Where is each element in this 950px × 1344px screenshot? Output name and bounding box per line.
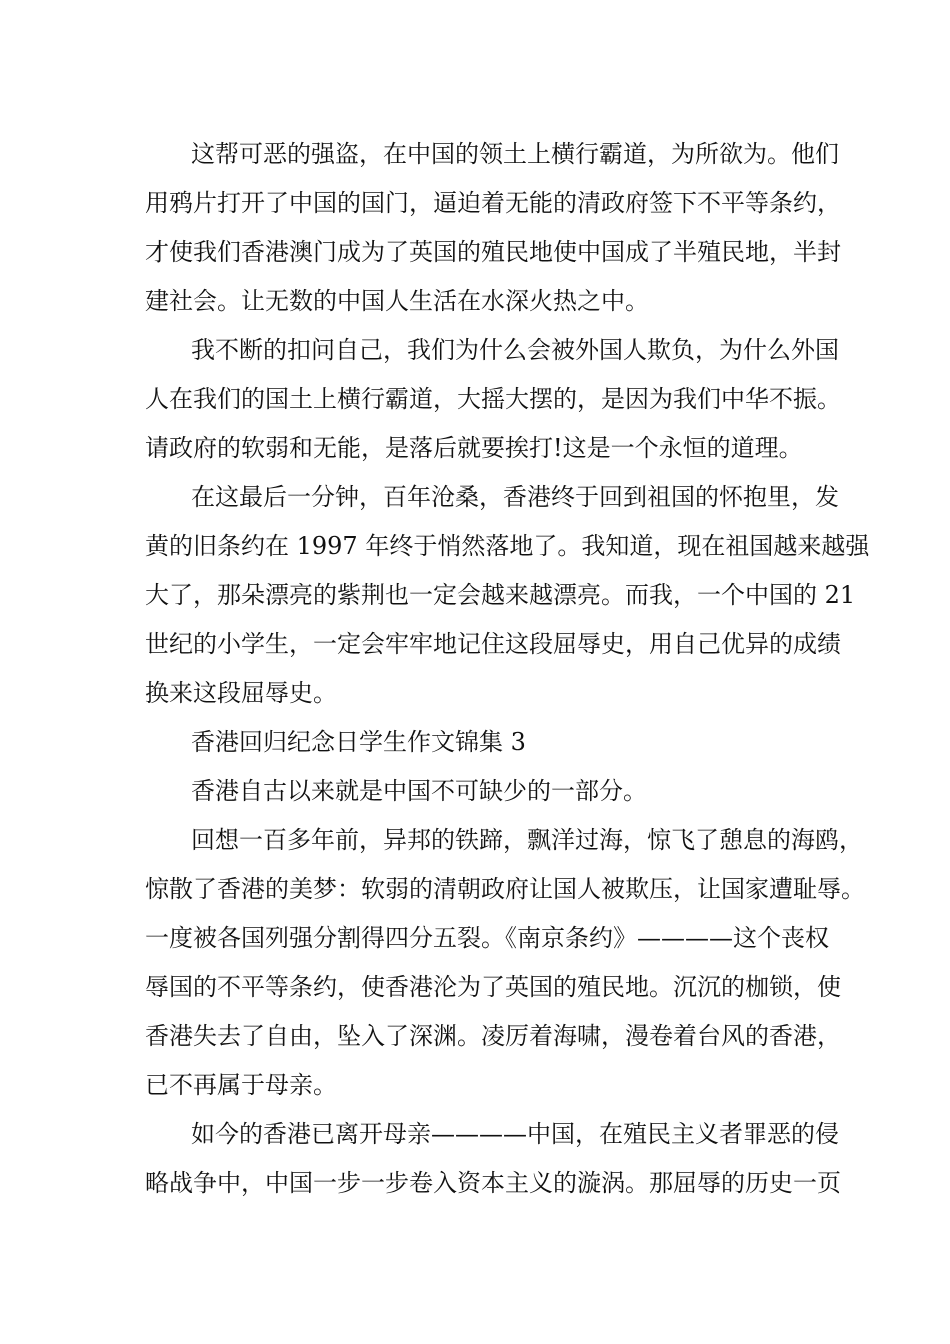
paragraph-line: 回想一百多年前，异邦的铁蹄，飘洋过海，惊飞了憩息的海鸥， [191,826,863,854]
paragraph-line: 已不再属于母亲。 [145,1071,337,1099]
paragraph-line: 人在我们的国土上横行霸道，大摇大摆的，是因为我们中华不振。 [145,385,841,413]
paragraph-line: 我不断的扣问自己，我们为什么会被外国人欺负，为什么外国 [191,336,839,364]
paragraph-line: 在这最后一分钟，百年沧桑，香港终于回到祖国的怀抱里，发 [191,483,839,511]
paragraph-line: 略战争中，中国一步一步卷入资本主义的漩涡。那屈辱的历史一页 [145,1169,841,1197]
paragraph-line: 这帮可恶的强盗，在中国的领土上横行霸道，为所欲为。他们 [191,140,839,168]
paragraph-line: 用鸦片打开了中国的国门，逼迫着无能的清政府签下不平等条约， [145,189,841,217]
paragraph-line: 建社会。让无数的中国人生活在水深火热之中。 [145,287,649,315]
paragraph-line: 香港自古以来就是中国不可缺少的一部分。 [191,777,647,805]
paragraph-line: 世纪的小学生，一定会牢牢地记住这段屈辱史，用自己优异的成绩 [145,630,841,658]
paragraph-line: 辱国的不平等条约，使香港沦为了英国的殖民地。沉沉的枷锁，使 [145,973,841,1001]
paragraph-line: 香港失去了自由，坠入了深渊。凌厉着海啸，漫卷着台风的香港， [145,1022,841,1050]
section-heading: 香港回归纪念日学生作文锦集 3 [191,728,526,756]
paragraph-line: 如今的香港已离开母亲————中国，在殖民主义者罪恶的侵 [191,1120,839,1148]
paragraph-line: 黄的旧条约在 1997 年终于悄然落地了。我知道，现在祖国越来越强 [145,532,870,560]
article-body [145,130,870,1208]
paragraph-line: 请政府的软弱和无能，是落后就要挨打!这是一个永恒的道理。 [145,434,803,462]
paragraph-line: 惊散了香港的美梦：软弱的清朝政府让国人被欺压，让国家遭耻辱。 [145,875,865,903]
paragraph-line: 才使我们香港澳门成为了英国的殖民地使中国成了半殖民地，半封 [145,238,841,266]
paragraph-line: 换来这段屈辱史。 [145,679,337,707]
paragraph-line: 大了，那朵漂亮的紫荆也一定会越来越漂亮。而我，一个中国的 21 [145,581,856,609]
paragraph-line: 一度被各国列强分割得四分五裂。《南京条约》————这个丧权 [145,924,829,952]
